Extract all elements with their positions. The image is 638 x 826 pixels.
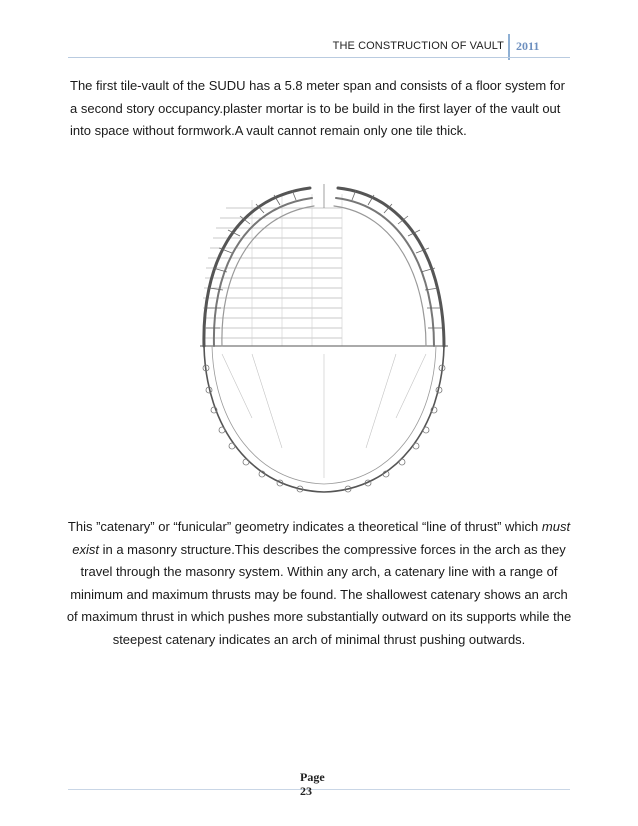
page-number-label xyxy=(300,770,325,798)
must-exist-emphasis: must exist xyxy=(72,519,571,557)
catenary-text-part2: in a masonry structure.This describes the compressive forces in the arch as they travel through the masonry system. Within any arch, a catenary line with a range of minimum and maximum thrusts may be found. The shallowest catenary shows an arch of maximum thrust in which pushes more substantially outward on its supports while the steepest catenary indicates an arch of minimal thrust pushing outwards. xyxy=(66,541,572,647)
catenary-text-part1: This ”catenary” or “funicular” geometry indicates a theoretical “line of thrust” which xyxy=(67,519,542,534)
intro-paragraph: The first tile-vault of the SUDU has a 5.8 meter span and consists of a floor system for a second story occupancy.plaster mortar is to be build in the first layer of the vault out into space without formwork.A vault cannot remain only one tile thick. xyxy=(70,78,565,138)
page-number: 23 xyxy=(300,784,312,798)
header-year: 2011 xyxy=(516,39,540,53)
page-header xyxy=(0,38,638,58)
catenary-vault-drawing-icon xyxy=(192,178,456,498)
header-title: THE CONSTRUCTION OF VAULT xyxy=(332,40,504,52)
header-rule xyxy=(68,57,570,58)
catenary-vault-figure xyxy=(192,178,456,498)
page-word: Page xyxy=(300,770,325,784)
catenary-paragraph xyxy=(66,516,572,651)
